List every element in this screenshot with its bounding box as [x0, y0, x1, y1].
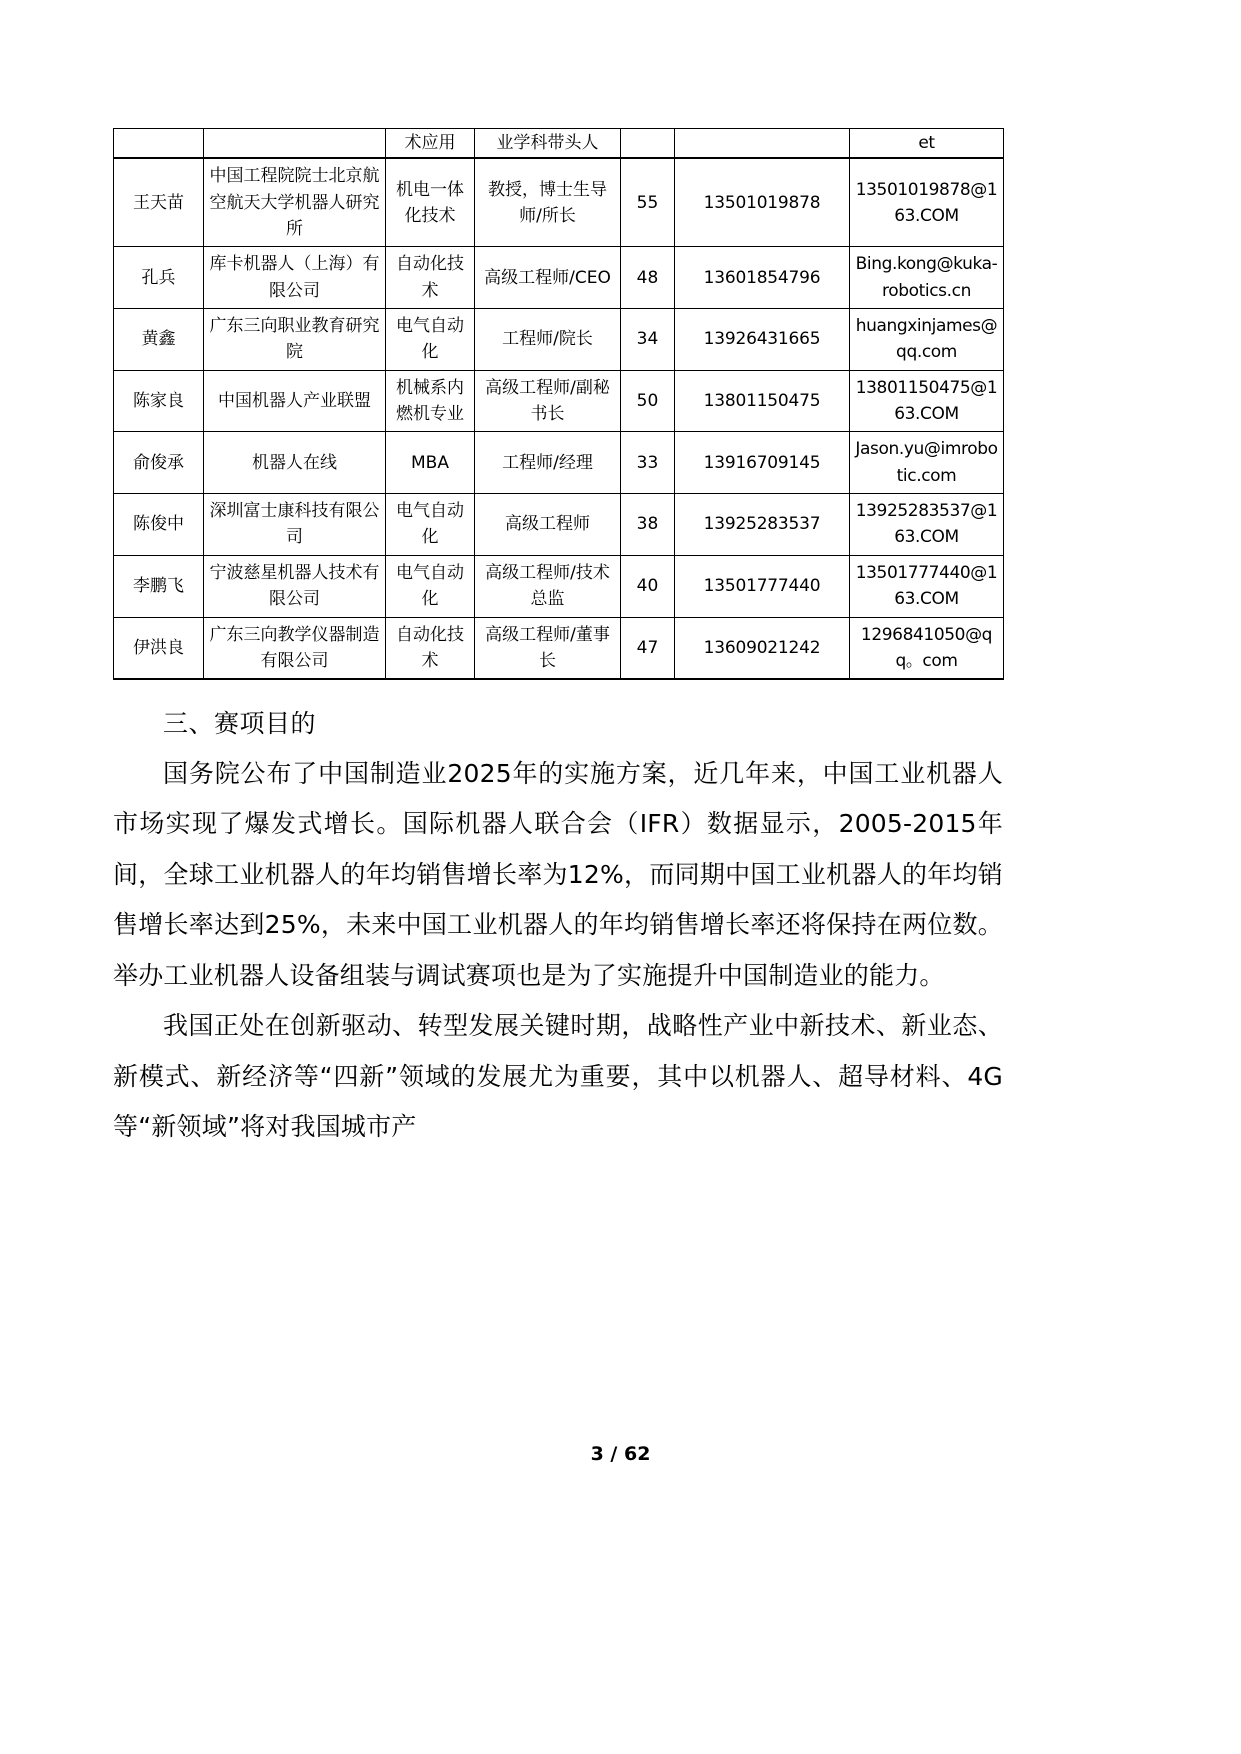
cell-field: 自动化技术 — [386, 247, 475, 309]
cell-org: 深圳富士康科技有限公司 — [204, 494, 386, 556]
cell-phone: 13925283537 — [675, 494, 850, 556]
cell-phone: 13801150475 — [675, 370, 850, 432]
cell-email: huangxinjames@qq.com — [850, 309, 1004, 371]
cell-name: 俞俊承 — [114, 432, 204, 494]
header-cell-email: et — [850, 129, 1004, 159]
cell-title: 高级工程师 — [475, 494, 621, 556]
cell-org: 库卡机器人（上海）有限公司 — [204, 247, 386, 309]
cell-age: 38 — [621, 494, 675, 556]
header-cell-org — [204, 129, 386, 159]
cell-email: 13925283537@163.COM — [850, 494, 1004, 556]
cell-org: 广东三向教学仪器制造有限公司 — [204, 617, 386, 679]
cell-field: MBA — [386, 432, 475, 494]
cell-name: 陈家良 — [114, 370, 204, 432]
cell-email: 13801150475@163.COM — [850, 370, 1004, 432]
header-cell-field: 术应用 — [386, 129, 475, 159]
cell-org: 宁波慈星机器人技术有限公司 — [204, 555, 386, 617]
table-header-row — [114, 129, 1004, 159]
table-row — [114, 555, 1004, 617]
table-body — [114, 129, 1004, 680]
cell-field: 电气自动化 — [386, 555, 475, 617]
cell-title: 高级工程师/技术总监 — [475, 555, 621, 617]
cell-email: Jason.yu@imrobotic.com — [850, 432, 1004, 494]
cell-age: 33 — [621, 432, 675, 494]
cell-phone: 13916709145 — [675, 432, 850, 494]
cell-name: 李鹏飞 — [114, 555, 204, 617]
cell-age: 55 — [621, 158, 675, 247]
cell-title: 高级工程师/CEO — [475, 247, 621, 309]
cell-email: 1296841050@qq。com — [850, 617, 1004, 679]
cell-age: 47 — [621, 617, 675, 679]
cell-phone: 13601854796 — [675, 247, 850, 309]
page-content — [113, 128, 1003, 1153]
cell-name: 黄鑫 — [114, 309, 204, 371]
table-row — [114, 158, 1004, 247]
cell-name: 王天苗 — [114, 158, 204, 247]
cell-field: 机电一体化技术 — [386, 158, 475, 247]
cell-org: 广东三向职业教育研究院 — [204, 309, 386, 371]
cell-field: 自动化技术 — [386, 617, 475, 679]
cell-age: 40 — [621, 555, 675, 617]
cell-phone: 13501777440 — [675, 555, 850, 617]
cell-phone: 13501019878 — [675, 158, 850, 247]
header-cell-title: 业学科带头人 — [475, 129, 621, 159]
cell-email: Bing.kong@kuka-robotics.cn — [850, 247, 1004, 309]
header-cell-age — [621, 129, 675, 159]
table-row — [114, 617, 1004, 679]
header-cell-name — [114, 129, 204, 159]
table-row — [114, 370, 1004, 432]
table-row — [114, 432, 1004, 494]
cell-title: 教授，博士生导师/所长 — [475, 158, 621, 247]
cell-org: 中国工程院院士北京航空航天大学机器人研究所 — [204, 158, 386, 247]
cell-field: 电气自动化 — [386, 309, 475, 371]
cell-email: 13501777440@163.COM — [850, 555, 1004, 617]
cell-field: 机械系内燃机专业 — [386, 370, 475, 432]
cell-age: 50 — [621, 370, 675, 432]
cell-org: 机器人在线 — [204, 432, 386, 494]
body-paragraph-1: 国务院公布了中国制造业2025年的实施方案，近几年来，中国工业机器人市场实现了爆发式增长。国际机器人联合会（IFR）数据显示，2005-2015年间，全球工业机器人的年均销售增长率为12%，而同期中国工业机器人的年均销售增长率达到25%，未来中国工业机器人的年均销售增长率还将保持在两位数。举办工业机器人设备组装与调试赛项也是为了实施提升中国制造业的能力。 — [113, 758, 1003, 990]
cell-email: 13501019878@163.COM — [850, 158, 1004, 247]
cell-field: 电气自动化 — [386, 494, 475, 556]
cell-age: 48 — [621, 247, 675, 309]
page-number-footer: 3 / 62 — [590, 1443, 651, 1465]
cell-title: 高级工程师/副秘书长 — [475, 370, 621, 432]
body-paragraph-2: 我国正处在创新驱动、转型发展关键时期，战略性产业中新技术、新业态、新模式、新经济等“四新”领域的发展尤为重要，其中以机器人、超导材料、4G等“新领域”将对我国城市产 — [113, 1011, 1003, 1142]
cell-age: 34 — [621, 309, 675, 371]
cell-name: 伊洪良 — [114, 617, 204, 679]
table-row — [114, 494, 1004, 556]
header-cell-phone — [675, 129, 850, 159]
cell-phone: 13609021242 — [675, 617, 850, 679]
section-heading: 三、赛项目的 — [163, 709, 317, 739]
expert-roster-table — [113, 128, 1004, 680]
cell-name: 陈俊中 — [114, 494, 204, 556]
cell-name: 孔兵 — [114, 247, 204, 309]
cell-phone: 13926431665 — [675, 309, 850, 371]
cell-title: 工程师/院长 — [475, 309, 621, 371]
cell-org: 中国机器人产业联盟 — [204, 370, 386, 432]
table-row — [114, 247, 1004, 309]
cell-title: 高级工程师/董事长 — [475, 617, 621, 679]
cell-title: 工程师/经理 — [475, 432, 621, 494]
table-row — [114, 309, 1004, 371]
